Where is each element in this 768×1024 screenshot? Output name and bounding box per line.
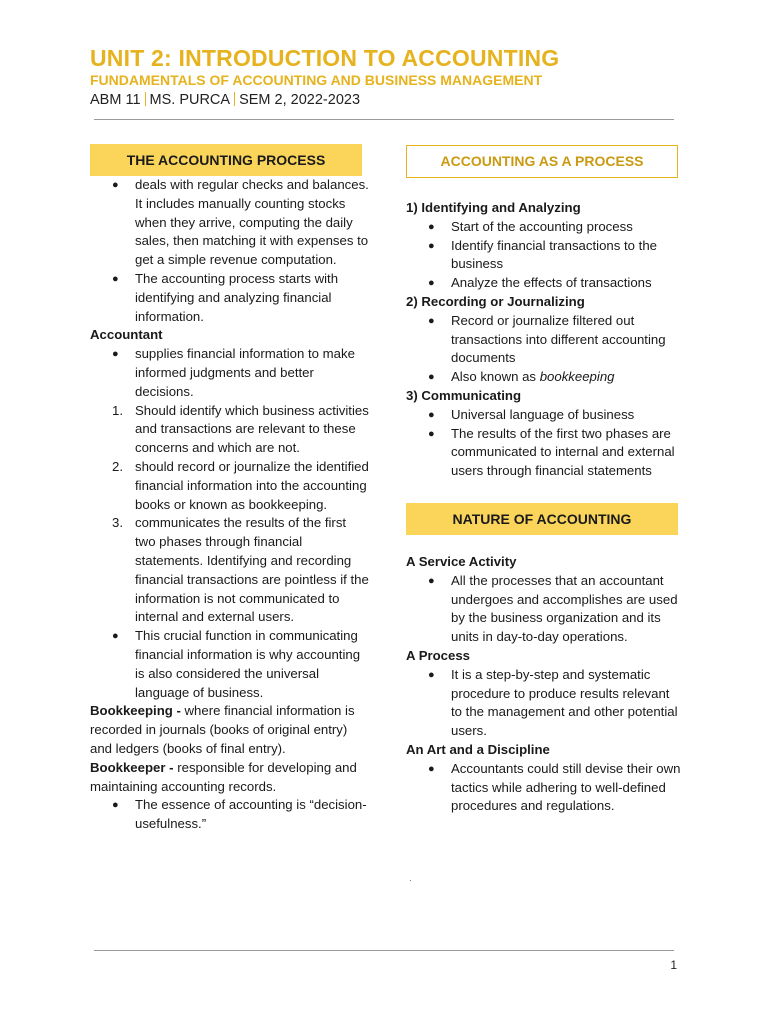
accountant-steps [90, 402, 370, 628]
list-item: ● deals with regular checks and balances. It includes manually counting stocks when they arrive, computing the daily sales, then matching it with expenses to get a simple revenue computation. [90, 176, 370, 270]
process-bullets [90, 176, 370, 326]
accounting-as-process-banner: ACCOUNTING AS A PROCESS [406, 145, 678, 178]
list-item: ● The accounting process starts with identifying and analyzing financial information. [90, 270, 370, 326]
item-text: Should identify which business activities and transactions are relevant to these concerns and which are not. [135, 402, 369, 456]
process-items [406, 666, 682, 741]
crucial-bullets [90, 627, 370, 702]
list-item: ● The results of the first two phases are communicated to internal and external users through financial statements [406, 425, 682, 481]
item-text: should record or journalize the identified financial information into the accounting books or known as bookkeeping. [135, 458, 369, 512]
phase-heading: 2) Recording or Journalizing [406, 293, 585, 309]
meta-semester: SEM 2, 2022-2023 [239, 92, 361, 108]
course-meta [90, 90, 680, 110]
list-item: ● The essence of accounting is “decision-usefulness.” [90, 796, 370, 834]
phase-heading: 3) Communicating [406, 387, 522, 403]
definition: where financial information is recorded in journals (books of original entry) and ledgers (books of final entry). [90, 703, 355, 756]
bookkeeping-definition [90, 702, 370, 758]
accounting-process-banner: THE ACCOUNTING PROCESS [90, 144, 362, 176]
spacer [406, 178, 682, 199]
item-emphasis: bookkeeping [539, 369, 615, 385]
item-text: communicates the results of the first two phases through financial statements. Identifying and recording financial transactions are pointless if the information is not communicated to internal and external users. [135, 515, 369, 625]
nature-heading: A Process [406, 647, 471, 663]
stray-mark: . [409, 873, 412, 884]
right-column [406, 145, 682, 816]
phase1-items [406, 218, 682, 293]
left-column [90, 144, 370, 834]
list-item: ● This crucial function in communicating financial information is why accounting is also considered the universal language of business. [90, 627, 370, 702]
page-number: 1 [670, 958, 677, 972]
numbered-item [90, 402, 370, 458]
item-number: 2. [112, 458, 123, 474]
header-divider [94, 119, 674, 120]
nature-banner: NATURE OF ACCOUNTING [406, 503, 678, 535]
list-item: ● Universal language of business [406, 406, 682, 425]
item-text: Also known as [451, 369, 540, 385]
list-item [406, 368, 682, 387]
page-header [90, 44, 680, 110]
list-item: ● It is a step-by-step and systematic procedure to produce results relevant to the management and other potential users. [406, 666, 682, 741]
meta-separator [145, 92, 146, 106]
meta-separator [234, 92, 235, 106]
term: Bookkeeping - [90, 703, 181, 719]
list-item: ● All the processes that an accountant undergoes and accomplishes are used by the business organization and its units in day-to-day operations. [406, 572, 682, 647]
phase2-items [406, 312, 682, 387]
item-number: 1. [112, 402, 123, 418]
phase-heading: 1) Identifying and Analyzing [406, 200, 581, 215]
accountant-heading: Accountant [90, 327, 163, 343]
nature-heading: An Art and a Discipline [406, 741, 550, 757]
phase3-items [406, 406, 682, 481]
bookkeeper-definition [90, 759, 370, 797]
term: Bookkeeper - [90, 759, 174, 775]
list-item: ● Analyze the effects of transactions [406, 274, 682, 293]
list-item: ● Start of the accounting process [406, 218, 682, 237]
service-items [406, 572, 682, 647]
art-items [406, 760, 682, 816]
accountant-bullets [90, 345, 370, 401]
spacer [406, 535, 682, 553]
meta-teacher: MS. PURCA [149, 92, 231, 108]
list-item: ● supplies financial information to make informed judgments and better decisions. [90, 345, 370, 401]
nature-heading: A Service Activity [406, 553, 517, 569]
essence-bullets [90, 796, 370, 834]
course-subtitle: FUNDAMENTALS OF ACCOUNTING AND BUSINESS MANAGEMENT [90, 72, 543, 88]
definition: responsible for developing and maintaining accounting records. [90, 759, 357, 794]
spacer [406, 481, 682, 503]
item-number: 3. [112, 515, 123, 531]
list-item: ● Accountants could still devise their own tactics while adhering to well-defined procedures and regulations. [406, 760, 682, 816]
meta-grade: ABM 11 [90, 92, 141, 108]
footer-divider [94, 950, 674, 951]
numbered-item [90, 458, 370, 514]
numbered-item [90, 514, 370, 627]
list-item: ● Record or journalize filtered out transactions into different accounting documents [406, 312, 682, 368]
unit-title: UNIT 2: INTRODUCTION TO ACCOUNTING [90, 45, 560, 71]
list-item: ● Identify financial transactions to the business [406, 237, 682, 275]
